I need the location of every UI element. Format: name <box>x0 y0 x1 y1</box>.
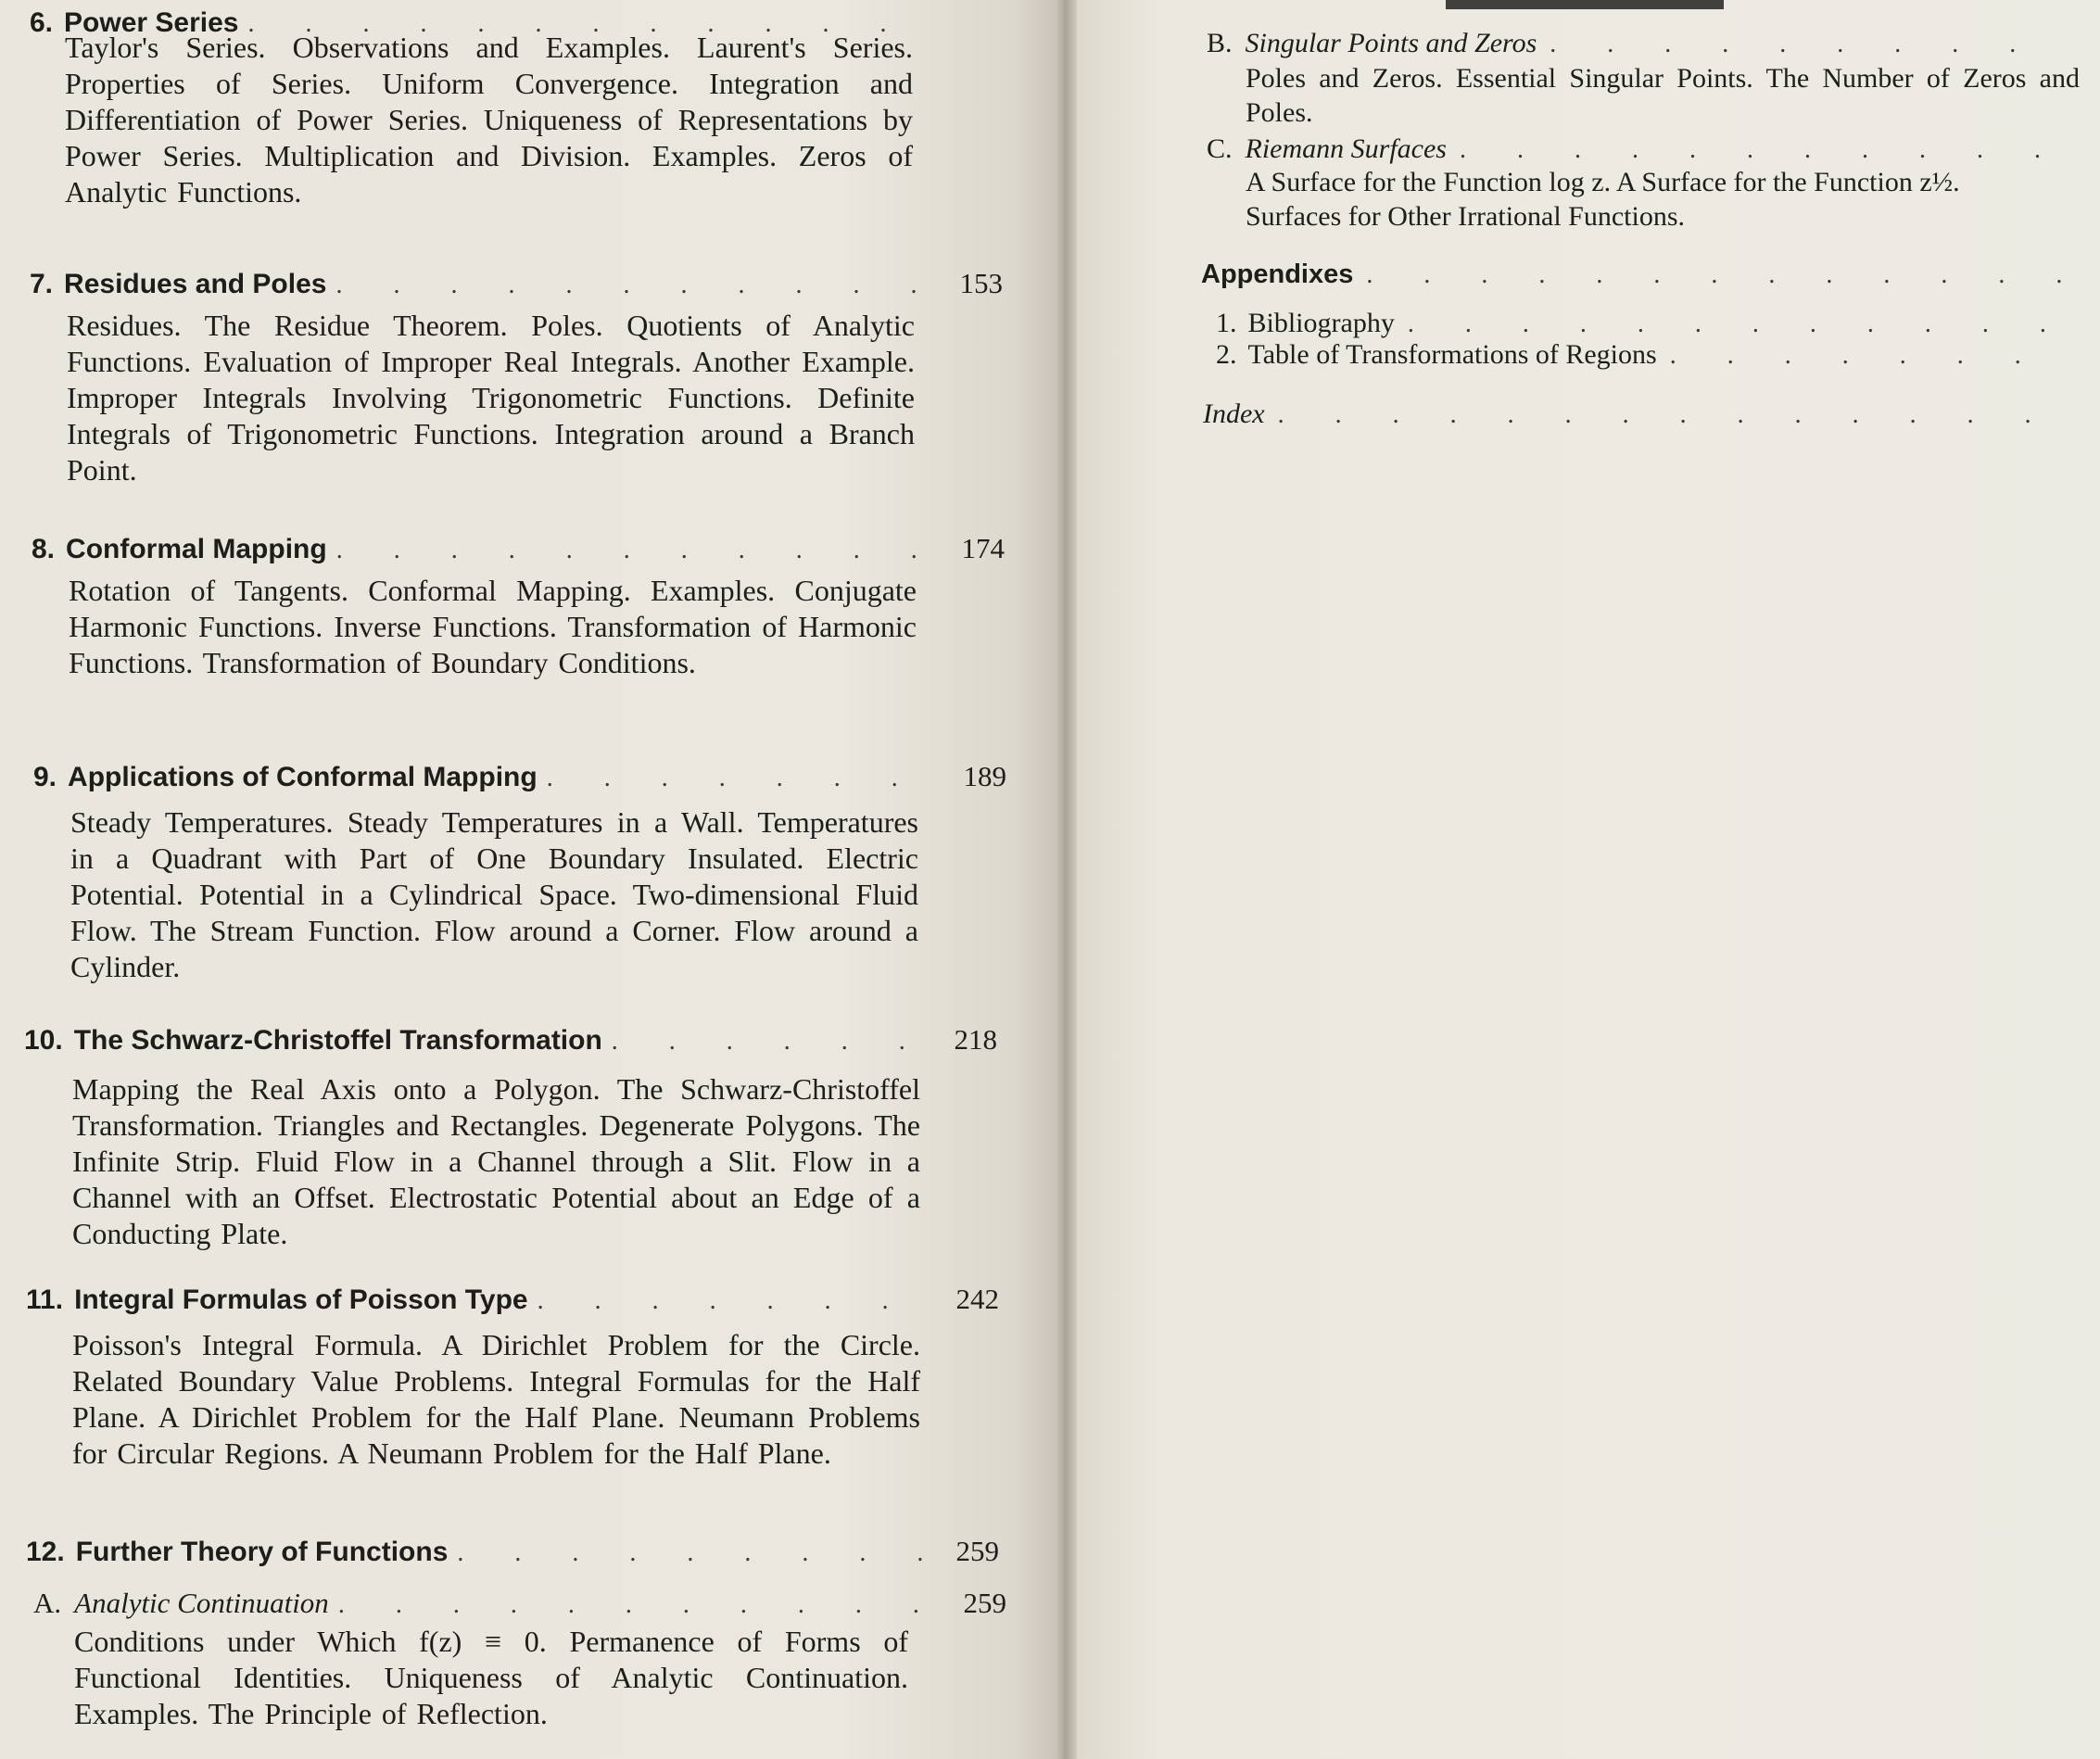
dot-leader <box>612 1027 932 1057</box>
chapter-title: The Schwarz-Christoffel Transformation <box>73 1025 602 1056</box>
section-title: Riemann Surfaces <box>1245 133 1447 164</box>
chapter-title: Further Theory of Functions <box>75 1537 449 1567</box>
appendix-number: 2. <box>1216 339 1237 370</box>
section-c-topics-line-2: Surfaces for Other Irrational Functions. <box>1246 201 1686 232</box>
chapter-12-heading <box>26 1535 999 1568</box>
dot-leader <box>1366 260 2072 290</box>
section-page: 259 <box>963 1587 1006 1619</box>
chapter-6-topics: Taylor's Series. Observations and Examples. Laurent's Series. Properties of Series. Uniform Convergence. Integration and Differentiation of Power Series. Uniqueness of Representations by Power Series. Multiplication and Division. Examples. Zeros of Analytic Functions. <box>65 31 913 209</box>
appendix-item <box>1216 308 2072 339</box>
dot-leader <box>1550 30 2041 59</box>
dot-leader <box>336 536 940 565</box>
chapter-number: 12. <box>26 1537 65 1567</box>
dot-leader <box>1460 135 2041 165</box>
chapter-page: 242 <box>955 1283 999 1315</box>
chapter-number: 7. <box>30 269 54 299</box>
running-head-band <box>1446 0 1724 9</box>
section-title: Analytic Continuation <box>74 1587 329 1619</box>
dot-leader <box>1670 341 2072 371</box>
chapter-page: 153 <box>959 267 1003 299</box>
chapter-number: 9. <box>33 762 57 792</box>
section-a-topics: Conditions under Which f(z) ≡ 0. Permanence of Forms of Functional Identities. Uniqueness of Analytic Continuation. Examples. The Principle of Reflection. <box>74 1625 908 1730</box>
index-heading <box>1203 399 2072 430</box>
chapter-number: 11. <box>26 1284 64 1315</box>
appendixes-heading <box>1201 259 2072 290</box>
dot-leader <box>1278 400 2072 430</box>
dot-leader <box>457 1538 934 1568</box>
chapter-page: 259 <box>955 1535 999 1567</box>
chapter-7-heading <box>30 267 1003 300</box>
section-letter: A. <box>33 1587 62 1619</box>
chapter-number: 10. <box>24 1025 63 1056</box>
appendix-title: Bibliography <box>1247 308 1395 338</box>
chapter-9-heading <box>33 760 1006 793</box>
book-gutter <box>1056 0 1077 1759</box>
chapter-10-heading <box>24 1023 997 1057</box>
chapter-number: 8. <box>32 534 56 564</box>
chapter-title: Integral Formulas of Poisson Type <box>74 1284 528 1315</box>
section-letter: B. <box>1207 28 1233 58</box>
chapter-title: Conformal Mapping <box>66 534 327 564</box>
chapter-page: 218 <box>954 1023 997 1056</box>
chapter-title: Residues and Poles <box>64 269 327 299</box>
chapter-page: 174 <box>961 532 1005 564</box>
chapter-title: Power Series <box>64 7 239 38</box>
dot-leader <box>1408 310 2072 339</box>
dot-leader <box>547 764 942 793</box>
dot-leader <box>538 1286 934 1316</box>
index-title: Index <box>1203 399 1265 429</box>
section-b-topics: Poles and Zeros. Essential Singular Points. The Number of Zeros and Poles. <box>1246 63 2080 128</box>
chapter-8-heading <box>32 532 1005 565</box>
dot-leader <box>335 271 938 300</box>
section-letter: C. <box>1207 133 1233 164</box>
appendix-item <box>1216 339 2072 371</box>
chapter-number: 6. <box>30 7 54 38</box>
chapter-9-topics: Steady Temperatures. Steady Temperatures in a Wall. Temperatures in a Quadrant with Part of One Boundary Insulated. Electric Potential. Potential in a Cylindrical Space. Two-dimensional Fluid Flow. The Stream Function. Flow around a Corner. Flow around a Cylinder. <box>70 805 918 983</box>
section-title: Singular Points and Zeros <box>1245 28 1537 58</box>
chapter-8-topics: Rotation of Tangents. Conformal Mapping. Examples. Conjugate Harmonic Functions. Inverse Functions. Transformation of Harmonic Functions. Transformation of Boundary Conditions. <box>69 574 917 679</box>
section-c-heading <box>1207 133 2041 165</box>
dot-leader <box>338 1590 942 1620</box>
chapter-7-topics: Residues. The Residue Theorem. Poles. Quotients of Analytic Functions. Evaluation of Improper Real Integrals. Another Example. Improper Integrals Involving Trigonometric Functions. Definite Integrals of Trigonometric Functions. Integration around a Branch Point. <box>67 309 915 487</box>
appendix-title: Table of Transformations of Regions <box>1247 339 1657 370</box>
chapter-page: 189 <box>963 760 1006 792</box>
section-c-topics-line-1: A Surface for the Function log z. A Surface for the Function z½. <box>1246 167 1960 197</box>
chapter-11-heading <box>26 1283 999 1316</box>
chapter-10-topics: Mapping the Real Axis onto a Polygon. The Schwarz-Christoffel Transformation. Triangles and Rectangles. Degenerate Polygons. The Infinite Strip. Fluid Flow in a Channel through a Slit. Flow in a Channel with an Offset. Electrostatic Potential about an Edge of a Conducting Plate. <box>72 1072 920 1250</box>
section-b-heading <box>1207 28 2041 59</box>
appendix-number: 1. <box>1216 308 1237 338</box>
appendixes-title: Appendixes <box>1201 259 1354 289</box>
chapter-11-topics: Poisson's Integral Formula. A Dirichlet Problem for the Circle. Related Boundary Value Problems. Integral Formulas for the Half Plane. A Dirichlet Problem for the Half Plane. Neumann Problems for Circular Regions. A Neumann Problem for the Half Plane. <box>72 1328 920 1470</box>
section-a-heading <box>33 1587 1006 1620</box>
chapter-title: Applications of Conformal Mapping <box>68 762 538 792</box>
